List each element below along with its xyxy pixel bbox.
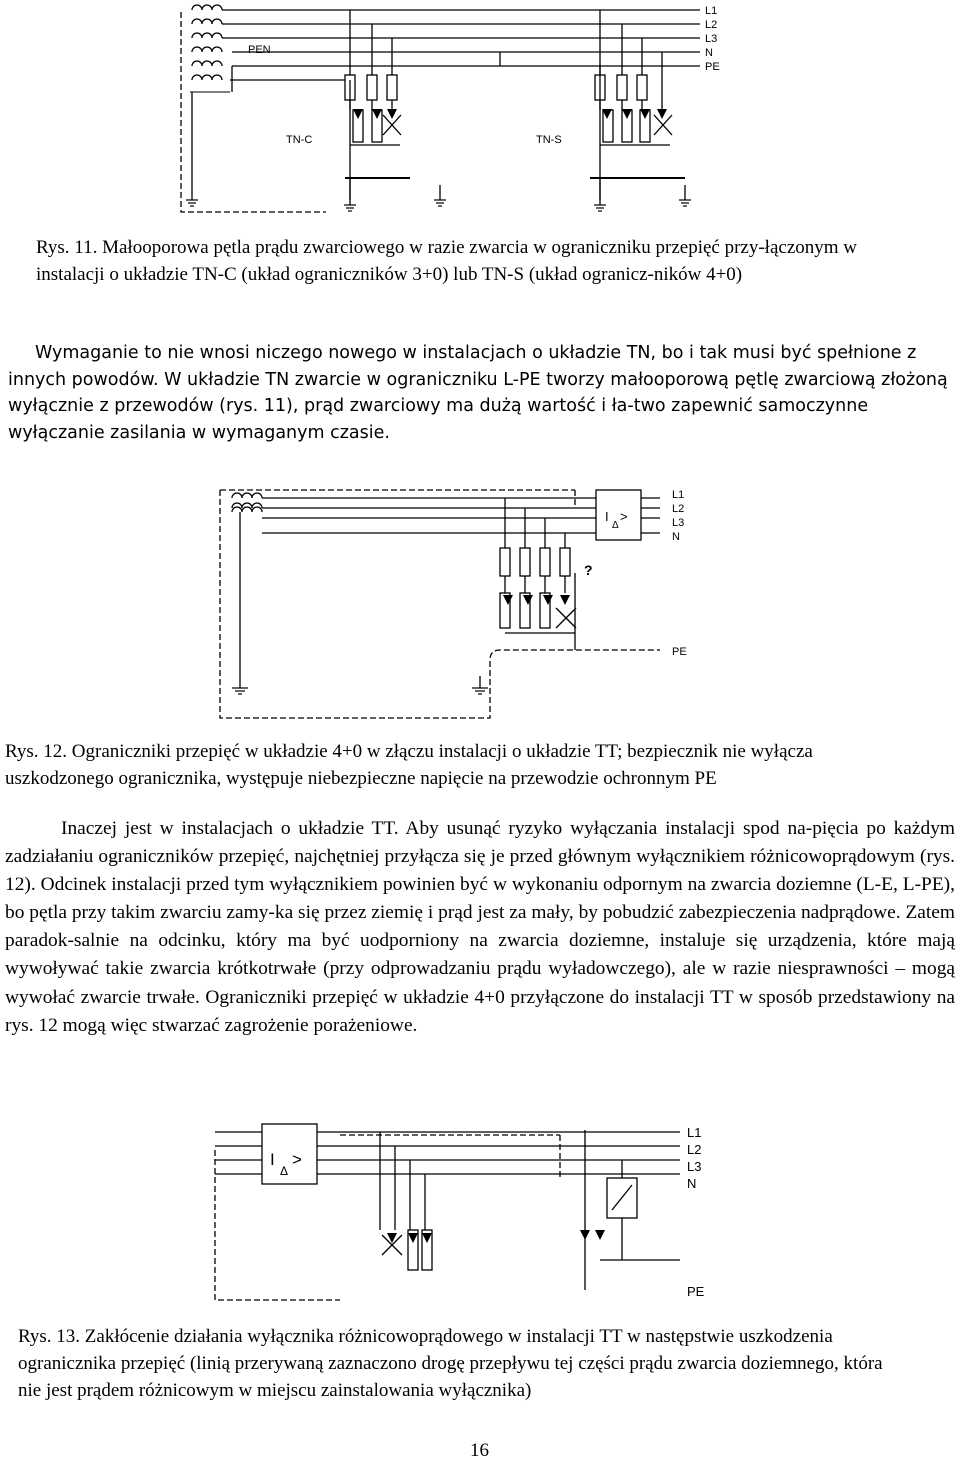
l1-label: L1	[687, 1125, 702, 1140]
l2-label: L2	[705, 19, 718, 31]
figure-13-caption: Rys. 13. Zakłócenie działania wyłącznika różnicowoprądowego w instalacji TT w następstwie uszkodzenia ogranicznika przepięć (linią przerywaną zaznaczono drogę przepływu tej części prądu zwarcia doziemnego, która nie jest prądem różnicowym w miejscu zainstalowania wyłącznika)	[18, 1326, 883, 1401]
l3-label: L3	[705, 33, 718, 45]
pe-label: PE	[672, 646, 687, 658]
figure-12-diagram	[0, 478, 960, 728]
n-label: N	[705, 47, 713, 59]
page-number: 16	[470, 1440, 489, 1461]
rcd-i-label: I	[270, 1150, 275, 1169]
figure-11-caption: Rys. 11. Małooporowa pętla prądu zwarciowego w razie zwarcia w ograniczniku przepięć przy-łączonym w instalacji o układzie TN-C (układ ograniczników 3+0) lub TN-S (układ ogranicz-ników 4+0)	[36, 237, 857, 285]
paragraph-2-text: Inaczej jest w instalacjach o układzie TT. Aby usunąć ryzyko wyłączania instalacji spod na-pięcia po każdym zadziałaniu ograniczników przepięć, najchętniej przyłącza się je przed głównym wyłącznikiem różnicowoprądowym (rys. 12). Odcinek instalacji przed tym wyłącznikiem powinien być w wykonaniu odpornym na zwarcia doziemne (L-E, L-PE), bo pętla przy takim zwarciu zamy-ka się przez ziemię i prąd jest za mały, by pobudzić zabezpieczenia nadprądowe. Zatem paradok-salnie na odcinku, który ma być uodporniony na zwarcia doziemne, instaluje się urządzenia, które mają wywoływać takie zwarcia krótkotrwałe (przy odprowadzaniu prądu wyładowczego), ale w razie niesprawności – mogą wywołać zwarcie trwałe. Ograniczniki przepięć w układzie 4+0 przyłączone do instalacji TT w sposób przedstawiony na rys. 12 mogą więc stwarzać zagrożenie porażeniowe.	[5, 818, 955, 1036]
tnc-label: TN-C	[286, 134, 313, 146]
pe-label: PE	[687, 1284, 705, 1299]
question-mark: ?	[584, 562, 593, 578]
rcd-delta-label: Δ	[280, 1164, 289, 1178]
figure-11-diagram	[0, 0, 960, 225]
l3-label: L3	[687, 1159, 702, 1174]
figure-12-caption: Rys. 12. Ograniczniki przepięć w układzie 4+0 w złączu instalacji o układzie TT; bezpiecznik nie wyłącza uszkodzonego ogranicznika, występuje niebezpieczne napięcie na przewodzie ochronnym PE	[5, 741, 813, 789]
n-label: N	[672, 531, 680, 543]
rcd-delta-label: Δ	[612, 520, 619, 531]
bus-lines	[222, 10, 700, 92]
l2-label: L2	[687, 1142, 702, 1157]
l1-label: L1	[705, 5, 718, 17]
rcd-i-label: I	[605, 509, 609, 524]
rcd-gt-label: >	[620, 509, 628, 524]
l1-label: L1	[672, 489, 685, 501]
l2-label: L2	[672, 503, 685, 515]
n-label: N	[687, 1176, 697, 1191]
figure-13-diagram	[0, 1110, 960, 1325]
paragraph-2	[5, 815, 955, 1040]
rcd-gt-label: >	[292, 1150, 302, 1169]
l3-label: L3	[672, 517, 685, 529]
paragraph-1	[8, 340, 960, 446]
tns-label: TN-S	[536, 134, 562, 146]
pen-label: PEN	[248, 44, 271, 56]
pe-label: PE	[705, 61, 720, 73]
paragraph-1-text: Wymaganie to nie wnosi niczego nowego w instalacjach o układzie TN, bo i tak musi być spełnione z innych powodów. W układzie TN zwarcie w ograniczniku L-PE tworzy małooporową pętlę zwarciową złożoną wyłącznie z przewodów (rys. 11), prąd zwarciowy ma dużą wartość i ła-two zapewnić samoczynne wyłączanie zasilania w wymaganym czasie.	[8, 343, 948, 443]
transformer-coils	[190, 5, 230, 92]
